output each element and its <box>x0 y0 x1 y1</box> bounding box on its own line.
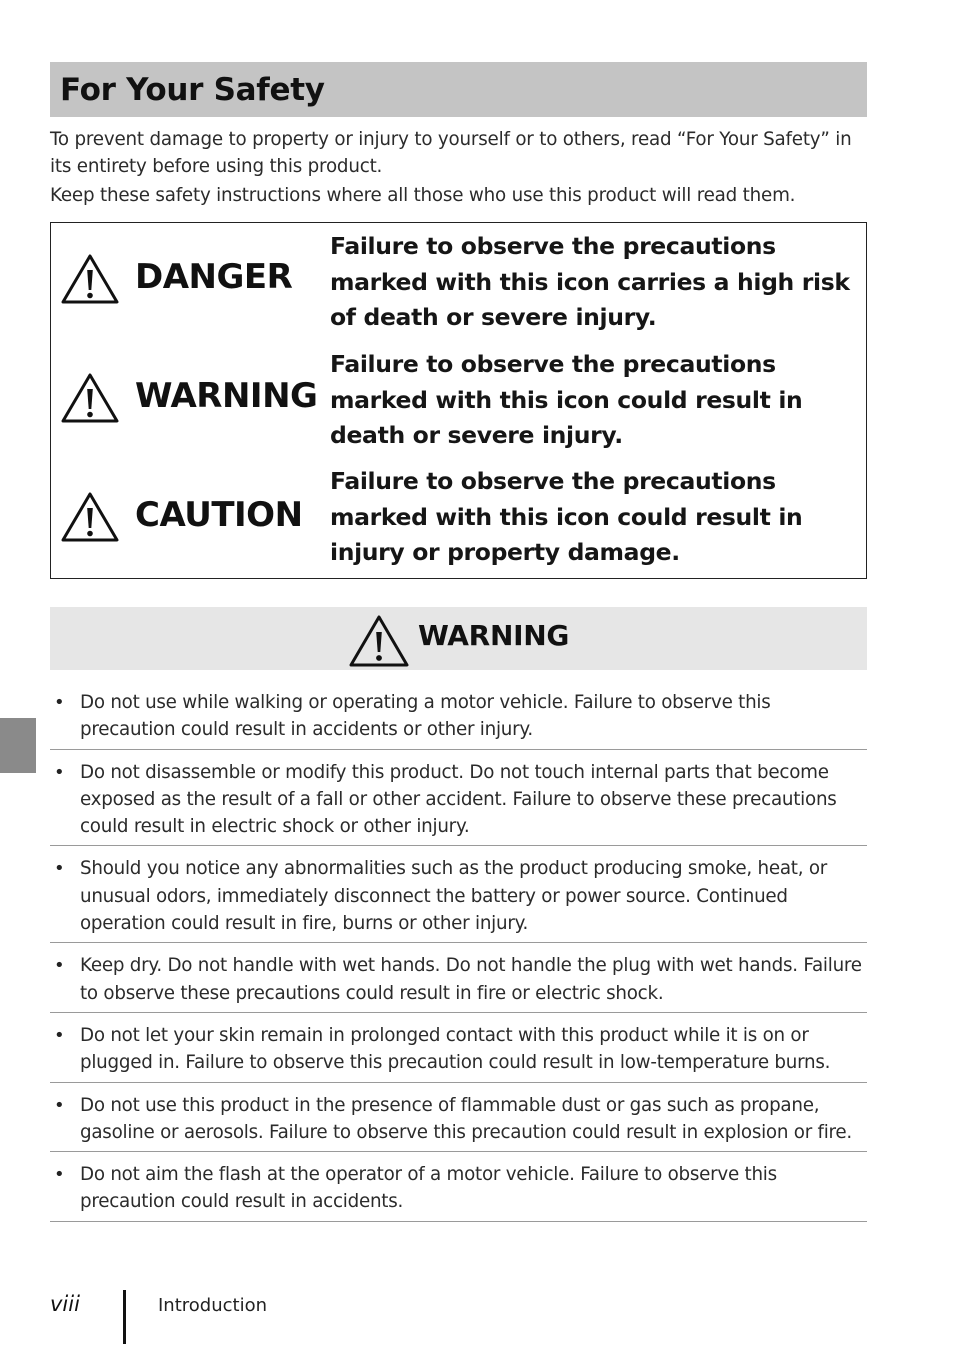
hazard-word: DANGER <box>135 257 293 297</box>
page-title: For Your Safety <box>60 71 325 108</box>
footer-divider <box>123 1290 126 1344</box>
hazard-row-warning <box>51 341 866 459</box>
hazard-row-danger <box>51 223 866 341</box>
footer-section-name: Introduction <box>158 1295 268 1316</box>
list-item: • Keep dry. Do not handle with wet hands. Do not handle the plug with wet hands. Failure to observe these precautions could result in fire or electric shock. <box>50 951 867 1013</box>
warning-heading: WARNING <box>417 619 570 652</box>
hazard-word: CAUTION <box>135 495 303 535</box>
list-item: • Should you notice any abnormalities such as the product producing smoke, heat, or unusual odors, immediately disconnect the battery or power source. Continued operation could result in fire, burns or other injury. <box>50 854 867 943</box>
hazard-word: WARNING <box>135 376 318 416</box>
hazard-description: Failure to observe the precautions marked with this icon could result in death or severe injury. <box>330 350 803 449</box>
warning-list <box>50 688 867 1230</box>
title-bar <box>50 62 867 117</box>
list-item: • Do not let your skin remain in prolonged contact with this product while it is on or plugged in. Failure to observe this precaution could result in low-temperature burns. <box>50 1021 867 1083</box>
hazard-description: Failure to observe the precautions marked with this icon could result in injury or property damage. <box>330 467 803 566</box>
chapter-side-tab <box>0 718 36 773</box>
hazard-row-caution <box>51 460 866 578</box>
intro-paragraph: Keep these safety instructions where all those who use this product will read them. <box>50 185 796 206</box>
warning-triangle-icon <box>60 372 120 424</box>
list-item: • Do not use while walking or operating a motor vehicle. Failure to observe this precaution could result in accidents or other injury. <box>50 688 867 750</box>
warning-triangle-icon <box>60 491 120 543</box>
intro-paragraph: To prevent damage to property or injury to yourself or to others, read “For Your Safety” in its entirety before using this product. <box>50 129 852 177</box>
hazard-level-legend <box>50 222 867 579</box>
list-item: • Do not aim the flash at the operator of a motor vehicle. Failure to observe this precaution could result in accidents. <box>50 1160 867 1222</box>
page-number: viii <box>50 1292 80 1316</box>
warning-triangle-icon <box>348 614 410 668</box>
warning-triangle-icon <box>60 253 120 305</box>
hazard-description: Failure to observe the precautions marked with this icon carries a high risk of death or severe injury. <box>330 232 850 331</box>
intro-text <box>50 126 872 209</box>
list-item: • Do not use this product in the presence of flammable dust or gas such as propane, gasoline or aerosols. Failure to observe this precaution could result in explosion or fire. <box>50 1091 867 1153</box>
warning-section-header <box>50 607 867 670</box>
list-item: • Do not disassemble or modify this product. Do not touch internal parts that become exposed as the result of a fall or other accident. Failure to observe these precautions could result in electric shock or other injury. <box>50 758 867 847</box>
